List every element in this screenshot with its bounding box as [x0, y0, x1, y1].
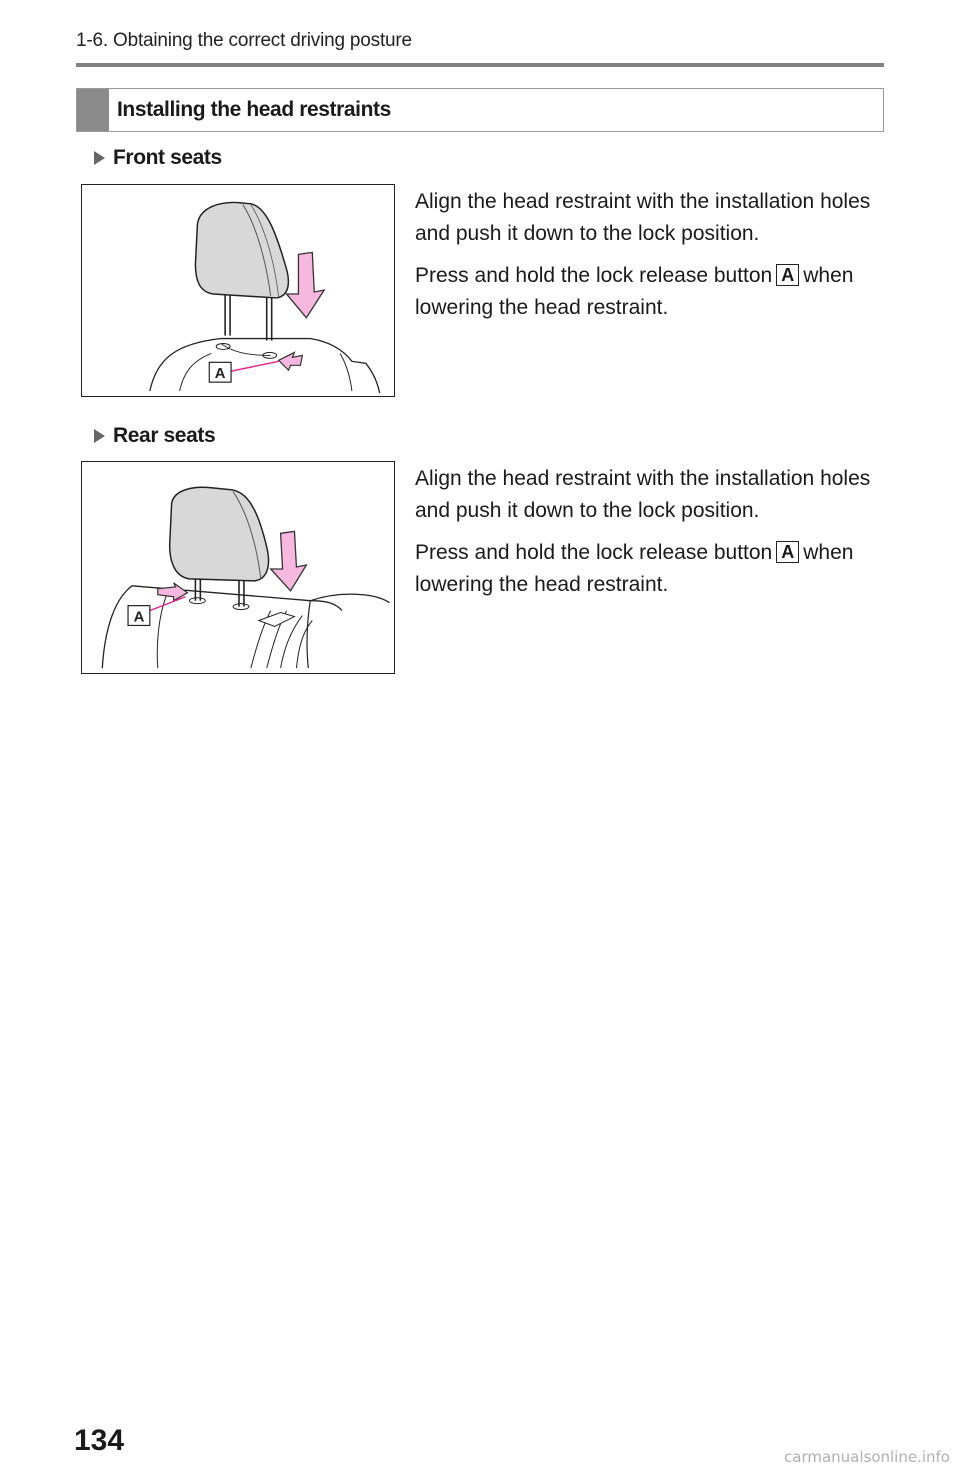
section-title: Installing the head restraints	[117, 98, 391, 121]
front-badge-a: A	[776, 264, 799, 286]
front-seats-heading	[94, 146, 222, 170]
front-figure-label: A	[214, 366, 226, 383]
front-headrest-illustration	[82, 185, 394, 396]
watermark: carmanualsonline.info	[784, 1448, 950, 1466]
front-instruction-2: Press and hold the lock release button A when lowering the head restraint.	[415, 264, 854, 319]
triangle-bullet-icon	[94, 151, 105, 165]
rear-seats-heading-text: Rear seats	[113, 424, 216, 447]
rear-seats-heading	[94, 424, 215, 448]
rear-headrest-illustration	[82, 462, 394, 673]
chapter-header: 1-6. Obtaining the correct driving posture	[76, 30, 412, 51]
front-seats-heading-text: Front seats	[113, 146, 222, 169]
front-instruction-1: Align the head restraint with the installation holes and push it down to the lock position.	[415, 190, 871, 245]
rear-seats-text	[415, 463, 885, 611]
section-tab	[77, 89, 109, 131]
front-seats-text	[415, 186, 885, 334]
rear-badge-a: A	[776, 541, 799, 563]
header-rule	[76, 63, 884, 67]
front-seat-figure	[81, 184, 395, 397]
rear-instruction-1: Align the head restraint with the installation holes and push it down to the lock position.	[415, 467, 871, 522]
rear-figure-label: A	[133, 609, 145, 626]
rear-instruction-2: Press and hold the lock release button A when lowering the head restraint.	[415, 541, 854, 596]
page-number: 134	[74, 1424, 125, 1457]
section-title-bar	[76, 88, 884, 132]
rear-seat-figure	[81, 461, 395, 674]
triangle-bullet-icon	[94, 429, 105, 443]
